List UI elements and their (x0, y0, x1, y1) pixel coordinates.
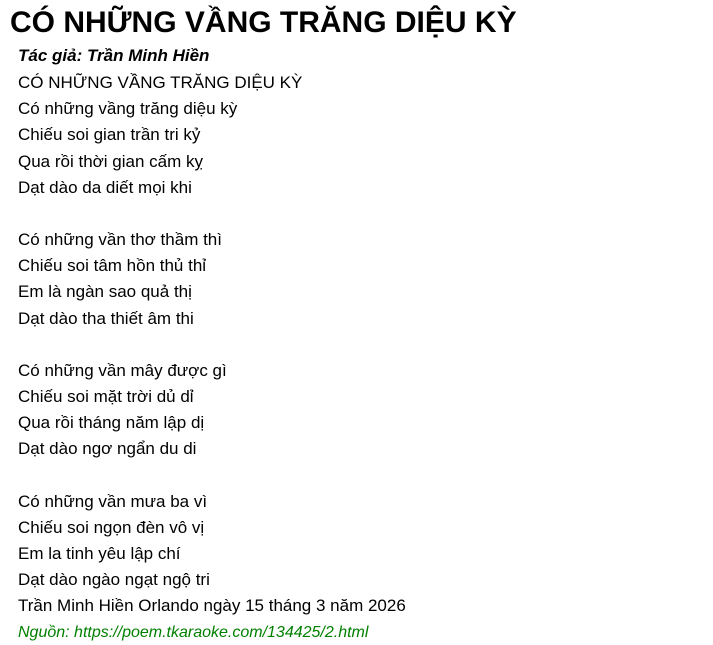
poem-line: Chiếu soi ngọn đèn vô vị (18, 517, 205, 537)
stanza-break (18, 463, 713, 489)
poem-line: Dạt dào ngào ngạt ngộ tri (18, 570, 210, 590)
page-title: CÓ NHỮNG VẦNG TRĂNG DIỆU KỲ (10, 6, 517, 39)
poem-heading: CÓ NHỮNG VẦNG TRĂNG DIỆU KỲ (18, 73, 303, 92)
author-line: Tác giả: Trần Minh Hiền (18, 46, 210, 65)
poem-body (18, 70, 713, 593)
poem-line: Có những vần thơ thầm thì (18, 230, 222, 250)
source-link[interactable]: https://poem.tkaraoke.com/134425/2.html (74, 624, 369, 642)
poem-line: Dạt dào da diết mọi khi (18, 177, 192, 197)
source-line (18, 621, 713, 645)
poem-line: Qua rồi thời gian cấm kỵ (18, 151, 203, 171)
source-label: Nguồn: (18, 624, 75, 642)
poem-line: Có những vần mây được gì (18, 360, 227, 380)
poem-line: Có những vần mưa ba vì (18, 491, 208, 511)
poem-line: Dạt dào tha thiết âm thi (18, 308, 194, 328)
poem-line: Qua rồi tháng năm lập dị (18, 413, 205, 433)
poem-line: Dạt dào ngơ ngẩn du di (18, 439, 197, 459)
signature-line: Trần Minh Hiền Orlando ngày 15 tháng 3 năm 2026 (18, 596, 406, 616)
poem-line: Em la tinh yêu lập chí (18, 544, 181, 564)
poem-line: Chiếu soi gian trần tri kỷ (18, 125, 201, 145)
poem-line: Có những vầng trăng diệu kỳ (18, 99, 238, 119)
poem-line: Em là ngàn sao quả thị (18, 282, 192, 302)
poem-line: Chiếu soi tâm hồn thủ thỉ (18, 256, 207, 276)
stanza-break (18, 201, 713, 227)
stanza-break (18, 332, 713, 358)
poem-line: Chiếu soi mặt trời dủ dỉ (18, 387, 194, 407)
